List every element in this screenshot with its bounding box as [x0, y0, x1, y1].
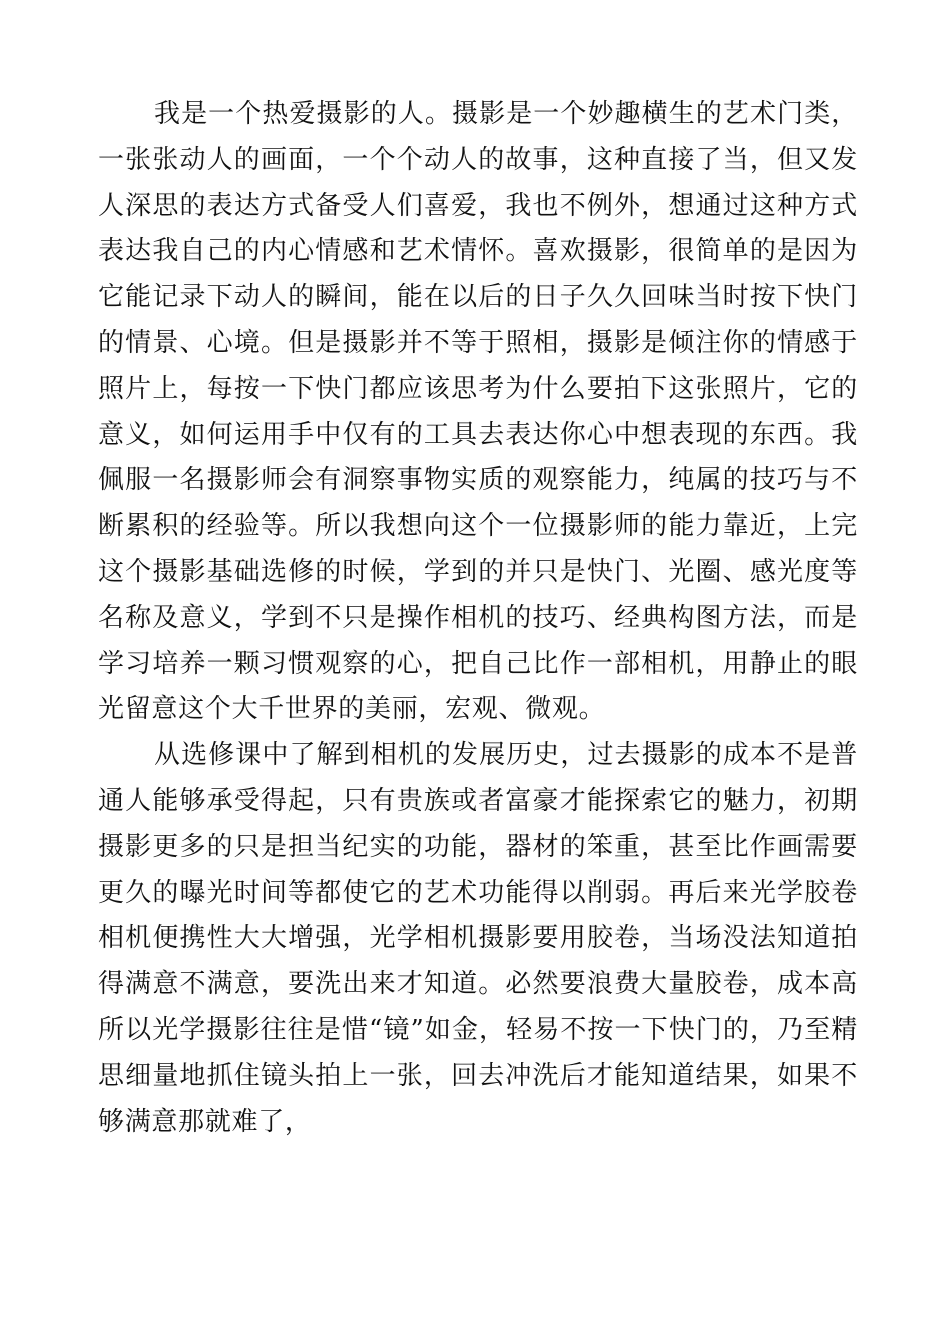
paragraph-1: 我是一个热爱摄影的人。摄影是一个妙趣横生的艺术门类，一张张动人的画面，一个个动人的故事，这种直接了当，但又发人深思的表达方式备受人们喜爱，我也不例外，想通过这种方式表达我自己的内心情感和艺术情怀。喜欢摄影，很简单的是因为它能记录下动人的瞬间，能在以后的日子久久回味当时按下快门的情景、心境。但是摄影并不等于照相，摄影是倾注你的情感于照片上，每按一下快门都应该思考为什么要拍下这张照片，它的意义，如何运用手中仅有的工具去表达你心中想表现的东西。我佩服一名摄影师会有洞察事物实质的观察能力，纯属的技巧与不断累积的经验等。所以我想向这个一位摄影师的能力靠近，上完这个摄影基础选修的时候，学到的并只是快门、光圈、感光度等名称及意义，学到不只是操作相机的技巧、经典构图方法，而是学习培养一颗习惯观察的心，把自己比作一部相机，用静止的眼光留意这个大千世界的美丽，宏观、微观。 — [98, 99, 858, 725]
document-body — [98, 92, 858, 1145]
paragraph-2: 从选修课中了解到相机的发展历史，过去摄影的成本不是普通人能够承受得起，只有贵族或者富豪才能探索它的魅力，初期摄影更多的只是担当纪实的功能，器材的笨重，甚至比作画需要更久的曝光时间等都使它的艺术功能得以削弱。再后来光学胶卷相机便携性大大增强，光学相机摄影要用胶卷，当场没法知道拍得满意不满意，要洗出来才知道。必然要浪费大量胶卷，成本高所以光学摄影往往是惜“镜”如金，轻易不按一下快门的，乃至精思细量地抓住镜头拍上一张，回去冲洗后才能知道结果，如果不够满意那就难了， — [98, 740, 858, 1137]
